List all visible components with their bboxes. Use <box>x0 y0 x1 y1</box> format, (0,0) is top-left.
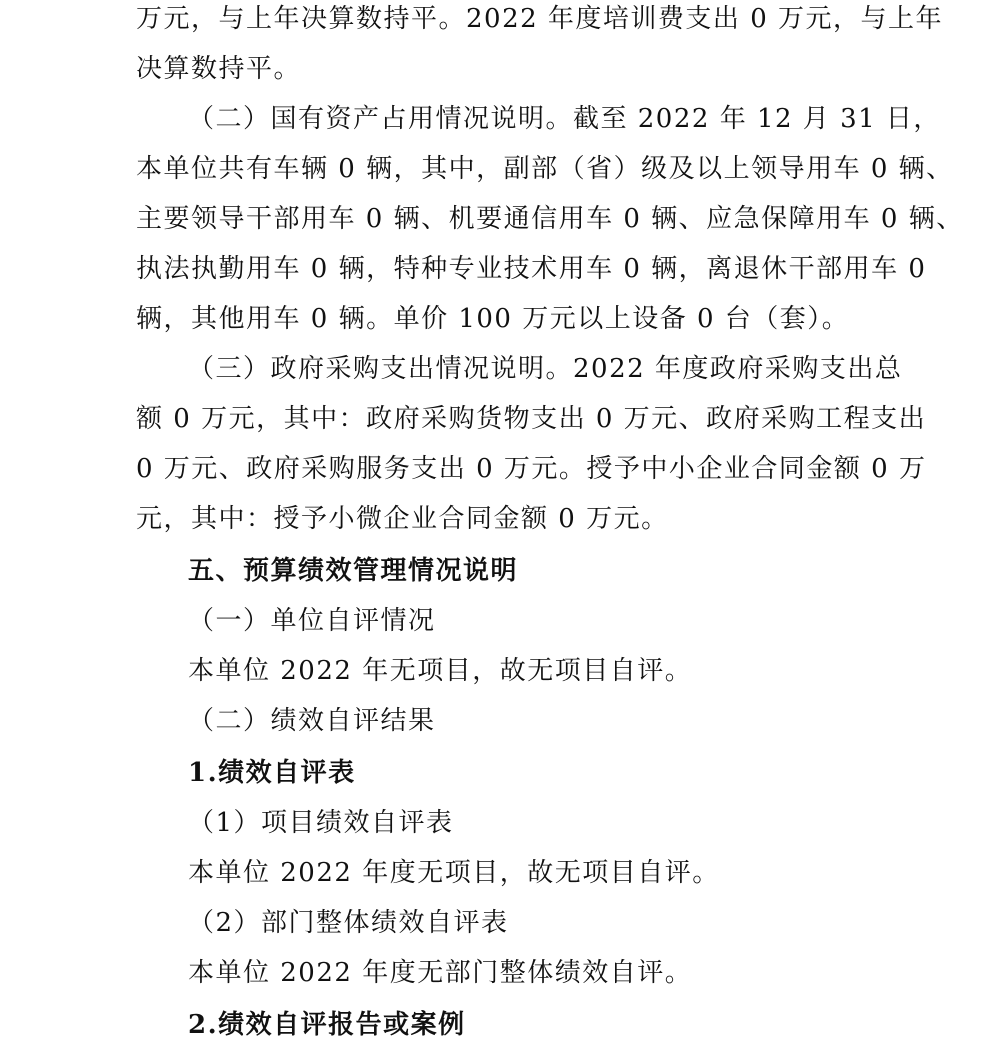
subsection-heading-self-evaluation: （一）单位自评情况 <box>188 606 436 636</box>
paragraph-line-procurement-3: 0 万元、政府采购服务支出 0 万元。授予中小企业合同金额 0 万 <box>136 454 927 484</box>
item-heading-evaluation-report: 2.绩效自评报告或案例 <box>188 1010 466 1040</box>
paragraph-line-training-fee-end: 决算数持平。 <box>136 54 302 84</box>
paragraph-line-procurement-2: 额 0 万元，其中：政府采购货物支出 0 万元、政府采购工程支出 <box>136 404 927 434</box>
subsection-heading-results: （二）绩效自评结果 <box>188 706 436 736</box>
paragraph-line-vehicles-1: 本单位共有车辆 0 辆，其中，副部（省）级及以上领导用车 0 辆、 <box>136 154 954 184</box>
paragraph-line-training-fee: 万元，与上年决算数持平。2022 年度培训费支出 0 万元，与上年 <box>136 4 944 34</box>
item-heading-department-table: （2）部门整体绩效自评表 <box>188 908 509 938</box>
paragraph-line-vehicles-3: 执法执勤用车 0 辆，特种专业技术用车 0 辆，离退休干部用车 0 <box>136 254 927 284</box>
paragraph-line-procurement-4: 元，其中：授予小微企业合同金额 0 万元。 <box>136 504 669 534</box>
paragraph-no-project: 本单位 2022 年度无项目，故无项目自评。 <box>188 858 720 888</box>
paragraph-line-state-assets-heading: （二）国有资产占用情况说明。截至 2022 年 12 月 31 日， <box>188 104 941 134</box>
item-heading-project-table: （1）项目绩效自评表 <box>188 808 454 838</box>
paragraph-line-vehicles-2: 主要领导干部用车 0 辆、机要通信用车 0 辆、应急保障用车 0 辆、 <box>136 204 964 234</box>
paragraph-no-project-evaluation: 本单位 2022 年无项目，故无项目自评。 <box>188 656 693 686</box>
item-heading-evaluation-table: 1.绩效自评表 <box>188 758 356 788</box>
paragraph-no-department-evaluation: 本单位 2022 年度无部门整体绩效自评。 <box>188 958 693 988</box>
paragraph-line-procurement-heading: （三）政府采购支出情况说明。2022 年度政府采购支出总 <box>188 354 903 384</box>
paragraph-line-vehicles-4: 辆，其他用车 0 辆。单价 100 万元以上设备 0 台（套）。 <box>136 304 850 334</box>
section-heading-performance: 五、预算绩效管理情况说明 <box>188 556 519 586</box>
